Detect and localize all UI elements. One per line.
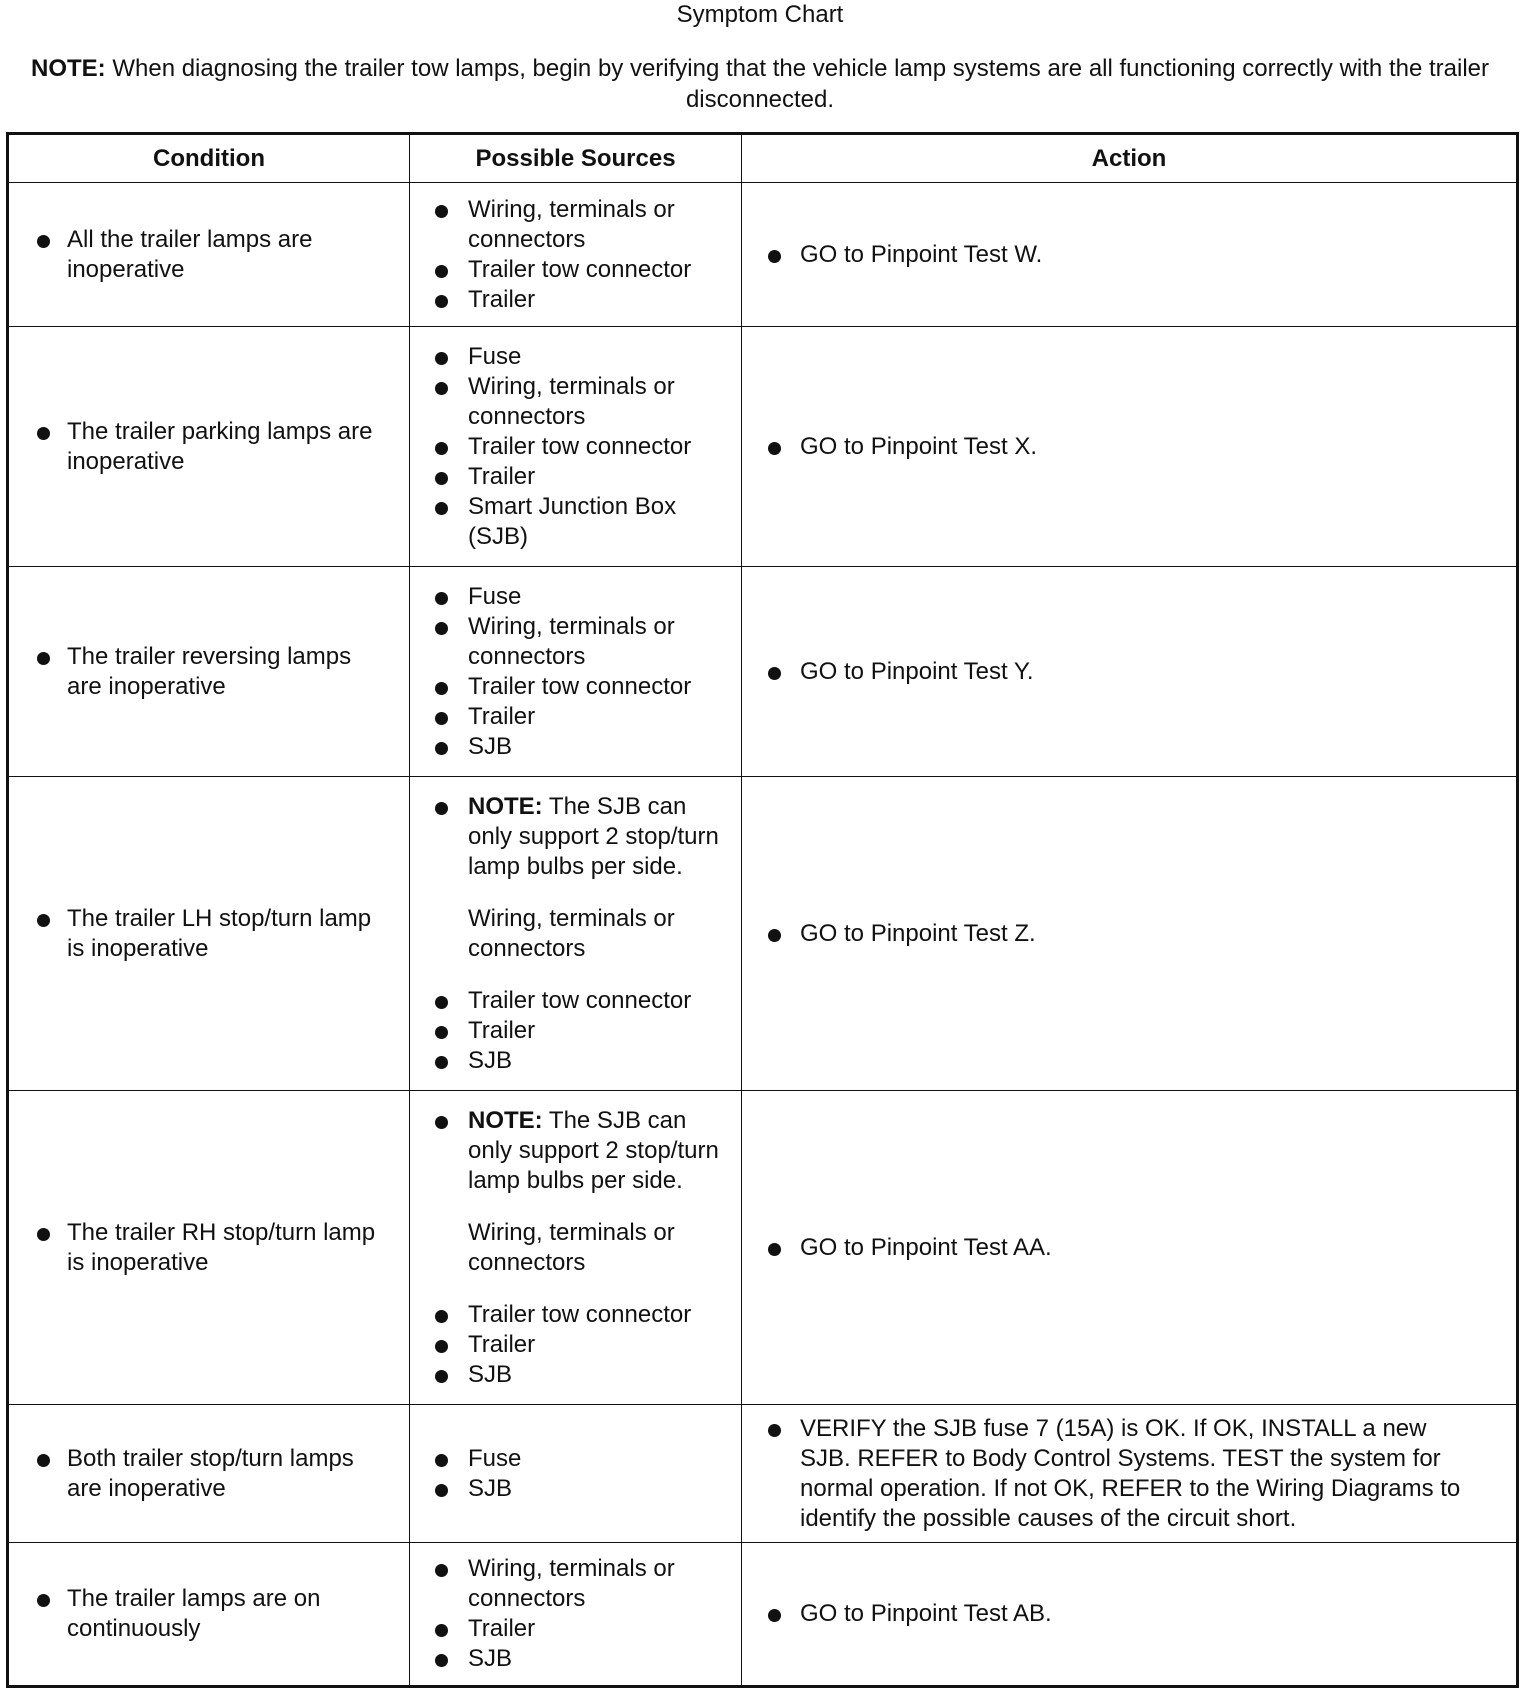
table-row	[8, 327, 1518, 567]
note-text: When diagnosing the trailer tow lamps, begin by verifying that the vehicle lamp systems are all functioning correctly with the trailer disconnected.	[112, 55, 1489, 113]
action-cell	[742, 1091, 1518, 1405]
source-plain-item: Wiring, terminals or connectors	[468, 1218, 675, 1276]
table-row	[8, 1091, 1518, 1405]
source-item: Wiring, terminals or connectors	[410, 372, 741, 432]
source-item: Wiring, terminals or connectors	[410, 195, 741, 255]
source-item: Trailer tow connector	[410, 1300, 741, 1330]
condition-text: The trailer reversing lamps are inoperative	[9, 642, 409, 702]
source-note-item	[410, 1106, 741, 1196]
source-item: Smart Junction Box (SJB)	[410, 492, 741, 552]
table-row	[8, 1405, 1518, 1543]
source-plain-item: Wiring, terminals or connectors	[468, 904, 675, 962]
sources-cell	[410, 327, 742, 567]
sources-cell	[410, 183, 742, 327]
action-text: GO to Pinpoint Test AA.	[742, 1233, 1516, 1263]
sources-cell	[410, 777, 742, 1091]
table-row	[8, 567, 1518, 777]
symptom-chart-table	[6, 132, 1519, 1688]
source-item: Fuse	[410, 342, 741, 372]
source-item: Trailer tow connector	[410, 986, 741, 1016]
source-item: Trailer	[410, 702, 741, 732]
source-note-item	[410, 792, 741, 882]
condition-text: The trailer parking lamps are inoperative	[9, 417, 409, 477]
table-row	[8, 183, 1518, 327]
header-row	[8, 134, 1518, 183]
action-cell	[742, 567, 1518, 777]
source-item: SJB	[410, 1644, 741, 1674]
sources-cell	[410, 1091, 742, 1405]
source-note-text: The SJB can only support 2 stop/turn lamp bulbs per side.	[468, 792, 719, 880]
condition-cell	[8, 777, 410, 1091]
source-item: Fuse	[410, 1444, 741, 1474]
condition-text: The trailer LH stop/turn lamp is inoperative	[9, 904, 409, 964]
condition-cell	[8, 1405, 410, 1543]
header-possible-sources: Possible Sources	[410, 134, 742, 183]
note-label: NOTE:	[31, 55, 106, 82]
source-item: Trailer	[410, 1016, 741, 1046]
action-text: GO to Pinpoint Test AB.	[742, 1599, 1516, 1629]
sources-cell	[410, 1543, 742, 1687]
source-item: Trailer tow connector	[410, 672, 741, 702]
sources-cell	[410, 1405, 742, 1543]
header-condition: Condition	[8, 134, 410, 183]
table-row	[8, 1543, 1518, 1687]
source-item: SJB	[410, 1360, 741, 1390]
sources-cell	[410, 567, 742, 777]
action-text: VERIFY the SJB fuse 7 (15A) is OK. If OK, INSTALL a new SJB. REFER to Body Control Systems. TEST the system for normal operation. If not OK, REFER to the Wiring Diagrams to identify the possible causes of the circuit short.	[742, 1414, 1516, 1534]
action-text: GO to Pinpoint Test Z.	[742, 919, 1516, 949]
action-text: GO to Pinpoint Test W.	[742, 240, 1516, 270]
source-item: SJB	[410, 732, 741, 762]
table-row	[8, 777, 1518, 1091]
source-item: Fuse	[410, 582, 741, 612]
source-note-text: The SJB can only support 2 stop/turn lamp bulbs per side.	[468, 1106, 719, 1194]
condition-text: Both trailer stop/turn lamps are inoperative	[9, 1444, 409, 1504]
action-cell	[742, 183, 1518, 327]
condition-text: The trailer RH stop/turn lamp is inoperative	[9, 1218, 409, 1278]
source-item: Trailer	[410, 1614, 741, 1644]
source-note-label: NOTE:	[468, 792, 543, 820]
action-cell	[742, 777, 1518, 1091]
condition-cell	[8, 183, 410, 327]
source-item: Trailer tow connector	[410, 432, 741, 462]
source-item: SJB	[410, 1046, 741, 1076]
condition-cell	[8, 327, 410, 567]
source-item: Trailer	[410, 462, 741, 492]
action-cell	[742, 1405, 1518, 1543]
condition-cell	[8, 1543, 410, 1687]
action-text: GO to Pinpoint Test Y.	[742, 657, 1516, 687]
action-cell	[742, 327, 1518, 567]
action-cell	[742, 1543, 1518, 1687]
intro-note	[20, 53, 1500, 115]
condition-text: The trailer lamps are on continuously	[9, 1584, 409, 1644]
source-item: Trailer tow connector	[410, 255, 741, 285]
condition-cell	[8, 567, 410, 777]
condition-cell	[8, 1091, 410, 1405]
action-text: GO to Pinpoint Test X.	[742, 432, 1516, 462]
source-item: Trailer	[410, 285, 741, 315]
condition-text: All the trailer lamps are inoperative	[9, 225, 409, 285]
source-note-label: NOTE:	[468, 1106, 543, 1134]
source-item: Wiring, terminals or connectors	[410, 612, 741, 672]
page-title: Symptom Chart	[676, 1, 844, 28]
source-item: Trailer	[410, 1330, 741, 1360]
source-item: Wiring, terminals or connectors	[410, 1554, 741, 1614]
header-action: Action	[742, 134, 1518, 183]
source-item: SJB	[410, 1474, 741, 1504]
